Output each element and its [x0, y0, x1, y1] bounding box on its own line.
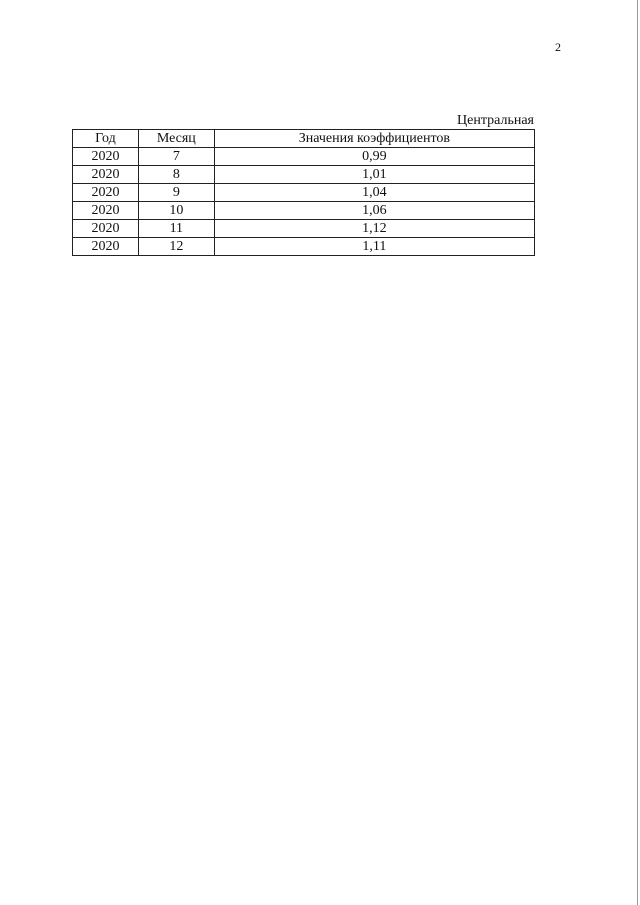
page-edge [637, 0, 638, 905]
column-header-year: Год [73, 130, 139, 148]
region-label: Центральная [457, 113, 534, 128]
cell-year: 2020 [73, 220, 139, 238]
cell-month: 11 [138, 220, 214, 238]
table-row [73, 238, 535, 256]
cell-coefficient: 1,11 [214, 238, 534, 256]
cell-year: 2020 [73, 166, 139, 184]
column-header-month: Месяц [138, 130, 214, 148]
cell-coefficient: 1,12 [214, 220, 534, 238]
cell-coefficient: 1,04 [214, 184, 534, 202]
coefficients-table [72, 129, 535, 256]
cell-coefficient: 1,01 [214, 166, 534, 184]
cell-month: 7 [138, 148, 214, 166]
table-row [73, 202, 535, 220]
cell-coefficient: 1,06 [214, 202, 534, 220]
table-header-row [73, 130, 535, 148]
table-row [73, 166, 535, 184]
page-number: 2 [555, 40, 561, 54]
column-header-coefficient: Значения коэффициентов [214, 130, 534, 148]
cell-coefficient: 0,99 [214, 148, 534, 166]
cell-month: 12 [138, 238, 214, 256]
cell-month: 10 [138, 202, 214, 220]
table-row [73, 220, 535, 238]
table-row [73, 148, 535, 166]
cell-year: 2020 [73, 238, 139, 256]
cell-year: 2020 [73, 148, 139, 166]
cell-year: 2020 [73, 184, 139, 202]
cell-year: 2020 [73, 202, 139, 220]
cell-month: 9 [138, 184, 214, 202]
table-row [73, 184, 535, 202]
cell-month: 8 [138, 166, 214, 184]
